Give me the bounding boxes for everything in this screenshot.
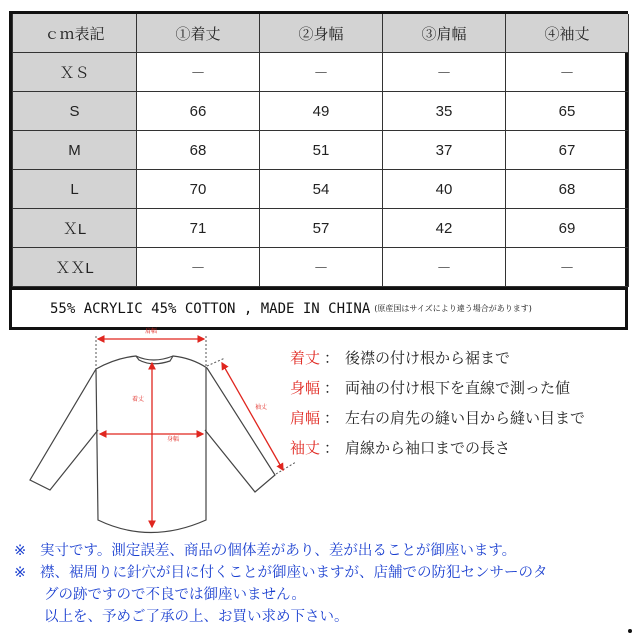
table-row (13, 170, 629, 209)
legend-desc: 両袖の付け根下を直線で測った値 (345, 378, 571, 397)
shoulder-width-label: 肩幅 (145, 328, 158, 335)
cell-value: 37 (383, 131, 506, 170)
cell-value: 69 (506, 209, 629, 248)
size-table (12, 14, 629, 287)
bullet-dot-icon (628, 629, 632, 633)
origin-note: (原産国はサイズにより違う場合があります) (374, 304, 532, 313)
note-line: 以上を、予めご了承の上、お買い求め下さい。 (44, 609, 349, 625)
size-label: ＸＳ (13, 53, 137, 92)
cell-value: 65 (506, 92, 629, 131)
cell-value: 40 (383, 170, 506, 209)
cell-value: － (137, 53, 260, 92)
disclaimer-notes (14, 540, 634, 628)
legend-desc: 左右の肩先の縫い目から縫い目まで (345, 408, 586, 427)
body-width-label: 身幅 (167, 436, 180, 443)
reference-mark-icon: ※ (14, 543, 27, 559)
cell-value: 66 (137, 92, 260, 131)
cell-value: 49 (260, 92, 383, 131)
size-label: ＸＸL (13, 248, 137, 287)
legend-item: 袖丈 ： 肩線から袖口までの長さ (290, 438, 511, 457)
cell-value: 70 (137, 170, 260, 209)
legend-desc: 後襟の付け根から裾まで (345, 348, 511, 367)
cell-value: 54 (260, 170, 383, 209)
size-label: L (13, 170, 137, 209)
legend-term: 身幅 (290, 378, 321, 397)
note-line: ※ 襟、裾周りに針穴が目に付くことが御座いますが、店舗での防犯センサーのタ (14, 562, 634, 584)
size-label: ＸL (13, 209, 137, 248)
legend-desc: 肩線から袖口までの長さ (345, 438, 511, 457)
cell-value: 35 (383, 92, 506, 131)
table-row (13, 131, 629, 170)
fabric-info (12, 287, 625, 327)
table-row (13, 53, 629, 92)
cell-value: 68 (506, 170, 629, 209)
cell-value: 51 (260, 131, 383, 170)
garment-diagram (0, 326, 300, 536)
header-sleeve-length: ④袖丈 (506, 14, 629, 53)
length-label: 着丈 (132, 396, 145, 403)
table-row (13, 92, 629, 131)
cell-value: － (506, 53, 629, 92)
cell-value: 42 (383, 209, 506, 248)
fabric-composition: 55% ACRYLIC 45% COTTON , MADE IN CHINA (50, 300, 371, 317)
header-shoulder-width: ③肩幅 (383, 14, 506, 53)
header-unit: ｃｍ表記 (13, 14, 137, 53)
legend-item: 身幅 ： 両袖の付け根下を直線で測った値 (290, 378, 571, 397)
cell-value: 57 (260, 209, 383, 248)
size-label: S (13, 92, 137, 131)
legend-item: 着丈 ： 後襟の付け根から裾まで (290, 348, 511, 367)
header-length: ①着丈 (137, 14, 260, 53)
legend-term: 肩幅 (290, 408, 321, 427)
note-line: ※ 実寸です。測定誤差、商品の個体差があり、差が出ることが御座います。 (14, 540, 634, 562)
cell-value: － (137, 248, 260, 287)
table-row (13, 209, 629, 248)
cell-value: 71 (137, 209, 260, 248)
legend-term: 袖丈 (290, 438, 321, 457)
header-row (13, 14, 629, 53)
size-chart (9, 11, 628, 330)
cell-value: 68 (137, 131, 260, 170)
table-row (13, 248, 629, 287)
measurement-legend (290, 342, 585, 462)
cell-value: － (383, 248, 506, 287)
sweater-outline-icon (0, 326, 300, 536)
header-body-width: ②身幅 (260, 14, 383, 53)
cell-value: － (383, 53, 506, 92)
cell-value: － (260, 248, 383, 287)
size-label: M (13, 131, 137, 170)
cell-value: 67 (506, 131, 629, 170)
legend-term: 着丈 (290, 348, 321, 367)
cell-value: － (260, 53, 383, 92)
reference-mark-icon: ※ (14, 565, 27, 581)
note-line: グの跡ですので不良では御座いません。 (44, 587, 306, 603)
sleeve-length-label: 袖丈 (255, 404, 268, 411)
legend-item: 肩幅 ： 左右の肩先の縫い目から縫い目まで (290, 408, 586, 427)
cell-value: － (506, 248, 629, 287)
